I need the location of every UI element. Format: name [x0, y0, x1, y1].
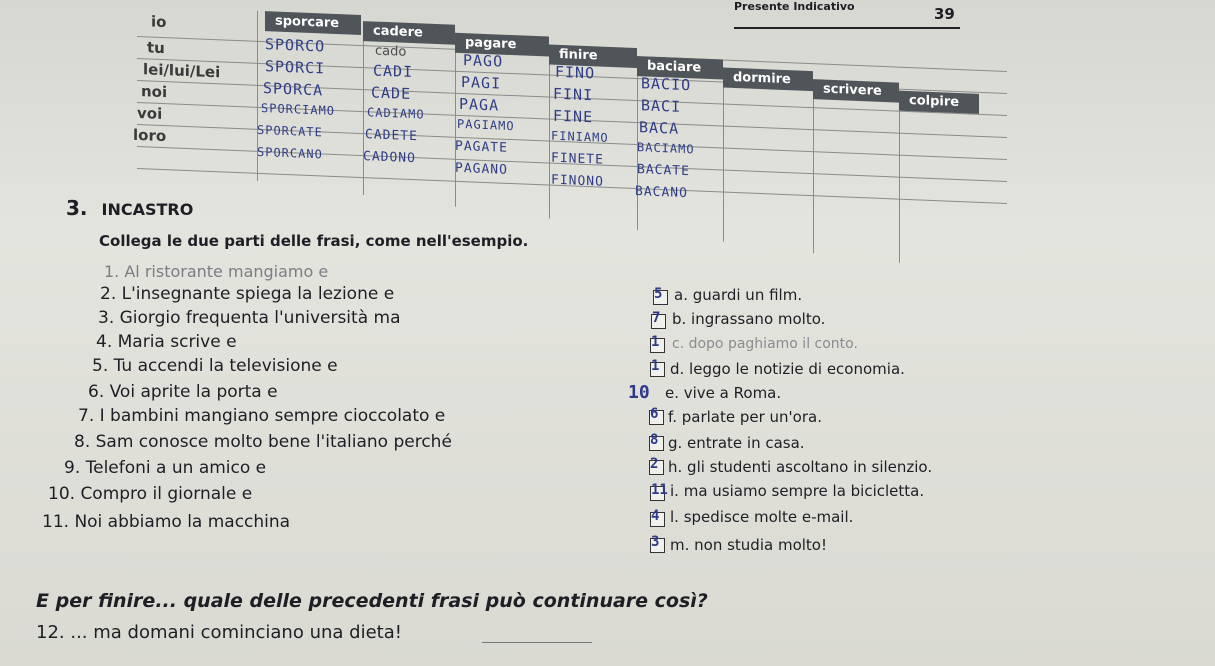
table-column-rule: [899, 93, 900, 263]
right-sentence-h: h. gli studenti ascoltano in silenzio.: [668, 458, 933, 476]
verb-header-baciare: baciare: [637, 56, 723, 79]
handwritten-baciare-noi: BACIAMO: [637, 140, 695, 157]
handwritten-cadere-noi: CADIAMO: [367, 105, 425, 122]
handwritten-cadere-loro: CADONO: [363, 149, 416, 167]
pronoun-lei: lei/lui/Lei: [143, 60, 221, 82]
right-sentence-a: a. guardi un film.: [674, 286, 803, 304]
answer-d: 1: [651, 358, 660, 374]
handwritten-finire-voi: FINETE: [551, 150, 604, 168]
section-title: INCASTRO: [101, 200, 194, 219]
right-sentence-d: d. leggo le notizie di economia.: [670, 360, 905, 378]
handwritten-sporcare-loro: SPORCANO: [257, 144, 323, 162]
left-sentence-5: 5. Tu accendi la televisione e: [92, 356, 338, 376]
handwritten-baciare-voi: BACATE: [637, 162, 690, 180]
right-sentence-l: l. spedisce molte e-mail.: [670, 508, 854, 526]
page-number: 39: [934, 5, 955, 23]
printed-form-cado: cado: [375, 43, 407, 60]
section-number: 3.: [66, 196, 88, 220]
verb-header-cadere: cadere: [363, 21, 455, 45]
handwritten-sporcare-lei: SPORCA: [263, 79, 324, 100]
left-sentence-9: 9. Telefoni a un amico e: [64, 458, 267, 478]
left-sentence-10: 10. Compro il giornale e: [48, 484, 253, 504]
right-sentence-f: f. parlate per un'ora.: [668, 408, 822, 426]
section-heading: [66, 196, 193, 220]
handwritten-finire-lei: FINE: [553, 106, 594, 127]
handwritten-pagare-io: PAGO: [463, 51, 504, 71]
final-question: E per finire... quale delle precedenti frasi può continuare così?: [36, 590, 708, 612]
answer-a: 5: [654, 286, 663, 302]
pronoun-noi: noi: [141, 82, 168, 102]
handwritten-sporcare-io: SPORCO: [265, 35, 326, 56]
right-sentence-c: c. dopo paghiamo il conto.: [672, 336, 858, 352]
table-column-rule: [455, 37, 456, 207]
right-sentence-e: e. vive a Roma.: [665, 384, 782, 402]
answer-e: 10: [628, 382, 650, 403]
answer-line: [482, 642, 592, 643]
verb-header-sporcare: sporcare: [265, 11, 361, 35]
verb-header-scrivere: scrivere: [813, 79, 899, 102]
handwritten-cadere-voi: CADETE: [365, 127, 418, 145]
answer-h: 2: [650, 456, 659, 472]
header-rule: [734, 27, 960, 29]
final-sentence: 12. ... ma domani cominciano una dieta!: [36, 622, 402, 643]
verb-header-dormire: dormire: [723, 68, 813, 92]
right-sentence-b: b. ingrassano molto.: [672, 310, 826, 328]
handwritten-cadere-lei: CADE: [371, 83, 412, 104]
handwritten-baciare-tu: BACI: [641, 96, 682, 116]
answer-i: 11: [651, 482, 668, 498]
pronoun-loro: loro: [133, 125, 167, 146]
handwritten-finire-loro: FINONO: [551, 172, 604, 190]
page-header-title: Presente Indicativo: [734, 0, 855, 13]
handwritten-pagare-loro: PAGANO: [455, 160, 508, 178]
handwritten-finire-tu: FINI: [553, 84, 594, 105]
exercise-instruction: Collega le due parti delle frasi, come nell'esempio.: [99, 232, 529, 250]
handwritten-pagare-voi: PAGATE: [455, 138, 508, 156]
handwritten-finire-noi: FINIAMO: [551, 128, 609, 145]
handwritten-sporcare-tu: SPORCI: [265, 57, 326, 78]
handwritten-pagare-lei: PAGA: [459, 94, 500, 115]
handwritten-baciare-loro: BACANO: [635, 184, 688, 202]
answer-m: 3: [651, 534, 660, 550]
handwritten-pagare-noi: PAGIAMO: [457, 116, 515, 134]
conjugation-table: [133, 6, 1007, 251]
left-sentence-7: 7. I bambini mangiano sempre cioccolato e: [78, 406, 446, 426]
table-column-rule: [723, 72, 724, 242]
pronoun-io: io: [151, 12, 167, 32]
answer-f: 6: [650, 406, 659, 422]
left-sentence-8: 8. Sam conosce molto bene l'italiano perché: [74, 432, 452, 452]
left-sentence-1: 1. Al ristorante mangiamo e: [104, 262, 329, 281]
answer-b: 7: [652, 310, 661, 326]
pronoun-voi: voi: [137, 104, 163, 124]
handwritten-pagare-tu: PAGI: [461, 73, 502, 93]
table-column-rule: [549, 49, 550, 219]
left-sentence-6: 6. Voi aprite la porta e: [88, 382, 278, 402]
right-sentence-g: g. entrate in casa.: [668, 434, 805, 452]
answer-l: 4: [651, 508, 660, 524]
handwritten-finire-io: FINO: [555, 62, 596, 83]
handwritten-sporcare-noi: SPORCIAMO: [261, 100, 336, 118]
right-sentence-m: m. non studia molto!: [670, 536, 827, 554]
handwritten-baciare-lei: BACA: [639, 118, 680, 138]
left-sentence-3: 3. Giorgio frequenta l'università ma: [98, 308, 401, 328]
pronoun-tu: tu: [147, 38, 165, 58]
handwritten-sporcare-voi: SPORCATE: [257, 122, 323, 140]
left-sentence-2: 2. L'insegnante spiega la lezione e: [100, 284, 395, 304]
table-column-rule: [813, 83, 814, 253]
left-sentence-11: 11. Noi abbiamo la macchina: [42, 512, 291, 532]
right-sentence-i: i. ma usiamo sempre la bicicletta.: [670, 482, 925, 500]
table-column-rule: [363, 25, 364, 195]
handwritten-baciare-io: BACIO: [641, 74, 692, 95]
answer-g: 8: [650, 432, 659, 448]
verb-header-pagare: pagare: [455, 33, 549, 57]
left-sentence-4: 4. Maria scrive e: [96, 332, 237, 352]
handwritten-cadere-tu: CADI: [373, 61, 414, 82]
answer-c: 1: [651, 334, 660, 350]
verb-header-colpire: colpire: [899, 91, 979, 114]
verb-header-finire: finire: [549, 45, 637, 69]
